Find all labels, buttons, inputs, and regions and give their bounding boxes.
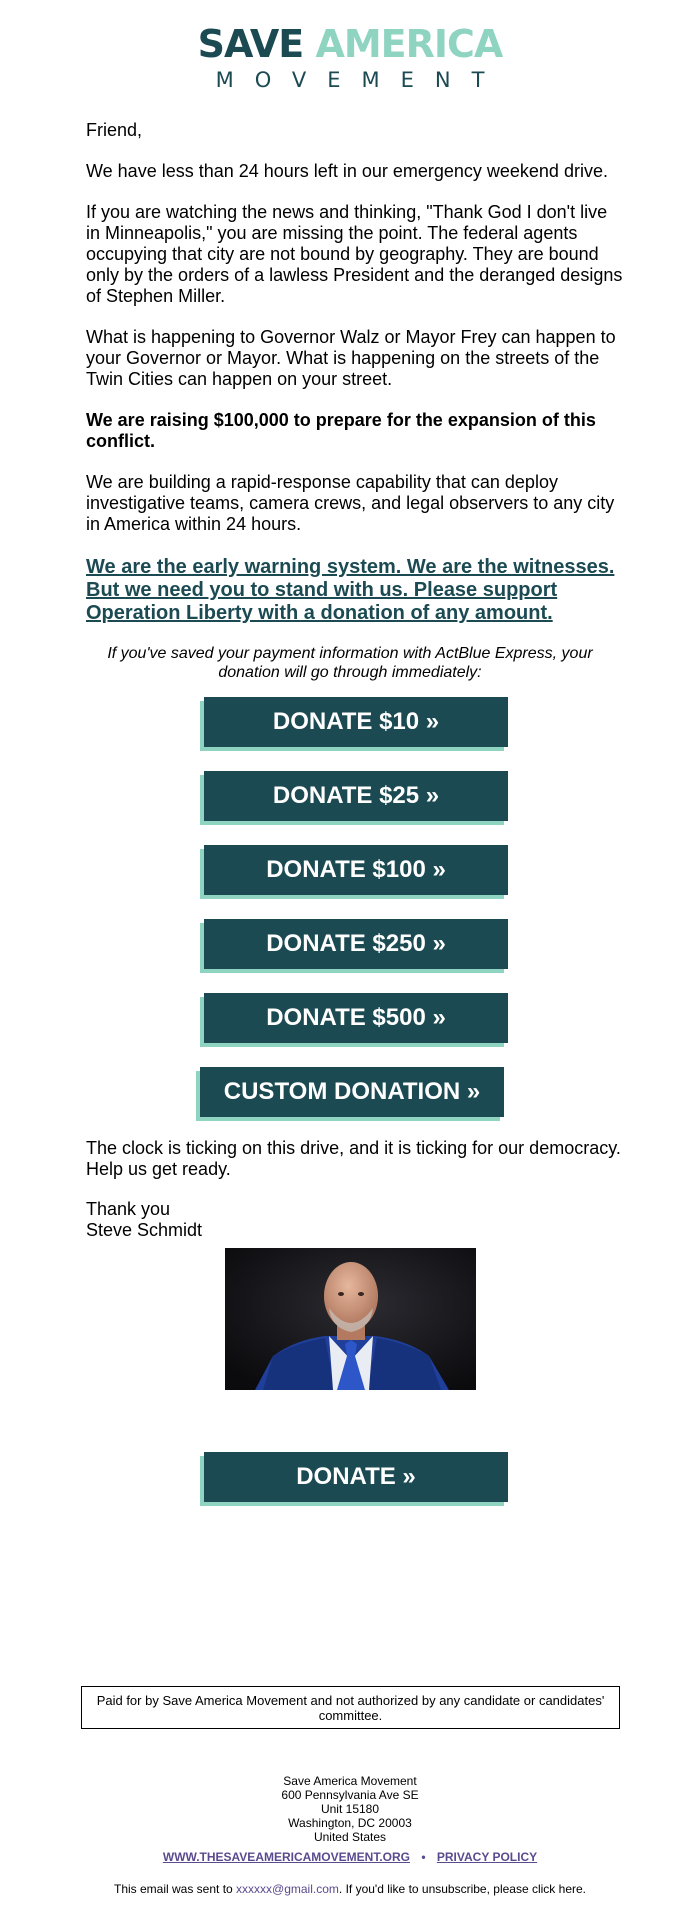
donate-10-button[interactable]: DONATE $10 »	[204, 697, 508, 747]
steve-schmidt-portrait	[225, 1248, 476, 1390]
paragraph-5: We are building a rapid-response capability that can deploy investigative teams, camera crews, and legal observers to any city in America within 24 hours.	[86, 472, 615, 534]
privacy-policy-link[interactable]: PRIVACY POLICY	[436, 1850, 538, 1864]
paragraph-3: What is happening to Governor Walz or Mayor Frey can happen to your Governor or Mayor. What is happening on the streets of the Twin Cities can happen on your street.	[86, 327, 616, 389]
custom-donation-button[interactable]: CUSTOM DONATION »	[200, 1067, 504, 1117]
website-link[interactable]: WWW.THESAVEAMERICAMOVEMENT.ORG	[162, 1850, 410, 1864]
logo-word-america: AMERICA	[315, 22, 503, 66]
address-line-1: Save America Movement	[283, 1774, 417, 1788]
sent-to-notice	[0, 1882, 700, 1896]
address-line-4: Washington, DC 20003	[288, 1816, 412, 1830]
donate-250-button[interactable]: DONATE $250 »	[204, 919, 508, 969]
logo-word-save: SAVE	[197, 22, 304, 66]
portrait-illustration	[225, 1248, 476, 1390]
paid-for-disclaimer: Paid for by Save America Movement and not authorized by any candidate or candidates' committee.	[81, 1686, 620, 1729]
footer-links	[0, 1850, 700, 1864]
address-line-3: Unit 15180	[320, 1802, 380, 1816]
logo-word-movement: MOVEMENT	[215, 68, 506, 92]
footer-separator: •	[421, 1850, 426, 1864]
paragraph-6: The clock is ticking on this drive, and it is ticking for our democracy. Help us get ready.	[86, 1138, 621, 1179]
donate-25-button[interactable]: DONATE $25 »	[204, 771, 508, 821]
address-line-5: United States	[313, 1830, 387, 1844]
donate-500-button[interactable]: DONATE $500 »	[204, 993, 508, 1043]
recipient-email-link[interactable]: xxxxxx@gmail.com	[236, 1882, 339, 1896]
support-cta-link[interactable]: We are the early warning system. We are the witnesses. But we need you to stand with us. Please support Operation Liberty with a donation of any amount.	[86, 556, 615, 624]
donate-100-button[interactable]: DONATE $100 »	[204, 845, 508, 895]
donate-button[interactable]: DONATE »	[204, 1452, 508, 1502]
signoff: Thank you	[86, 1199, 171, 1219]
paragraph-4-bold: We are raising $100,000 to prepare for the expansion of this conflict.	[86, 410, 596, 451]
save-america-movement-logo	[0, 24, 700, 94]
signer-name: Steve Schmidt	[86, 1220, 203, 1240]
paragraph-1: We have less than 24 hours left in our emergency weekend drive.	[86, 161, 608, 181]
actblue-express-note: If you've saved your payment information with ActBlue Express, your donation will go through immediately:	[107, 645, 593, 681]
sent-prefix: This email was sent to	[113, 1882, 237, 1896]
address-line-2: 600 Pennsylvania Ave SE	[281, 1788, 419, 1802]
unsubscribe-text[interactable]: . If you'd like to unsubscribe, please click here.	[338, 1882, 586, 1896]
paragraph-2: If you are watching the news and thinking, "Thank God I don't live in Minneapolis," you are missing the point. The federal agents occupying that city are not bound by geography. They are bound only by the orders of a lawless President and the deranged designs of Stephen Miller.	[86, 202, 623, 306]
greeting: Friend,	[86, 120, 143, 140]
